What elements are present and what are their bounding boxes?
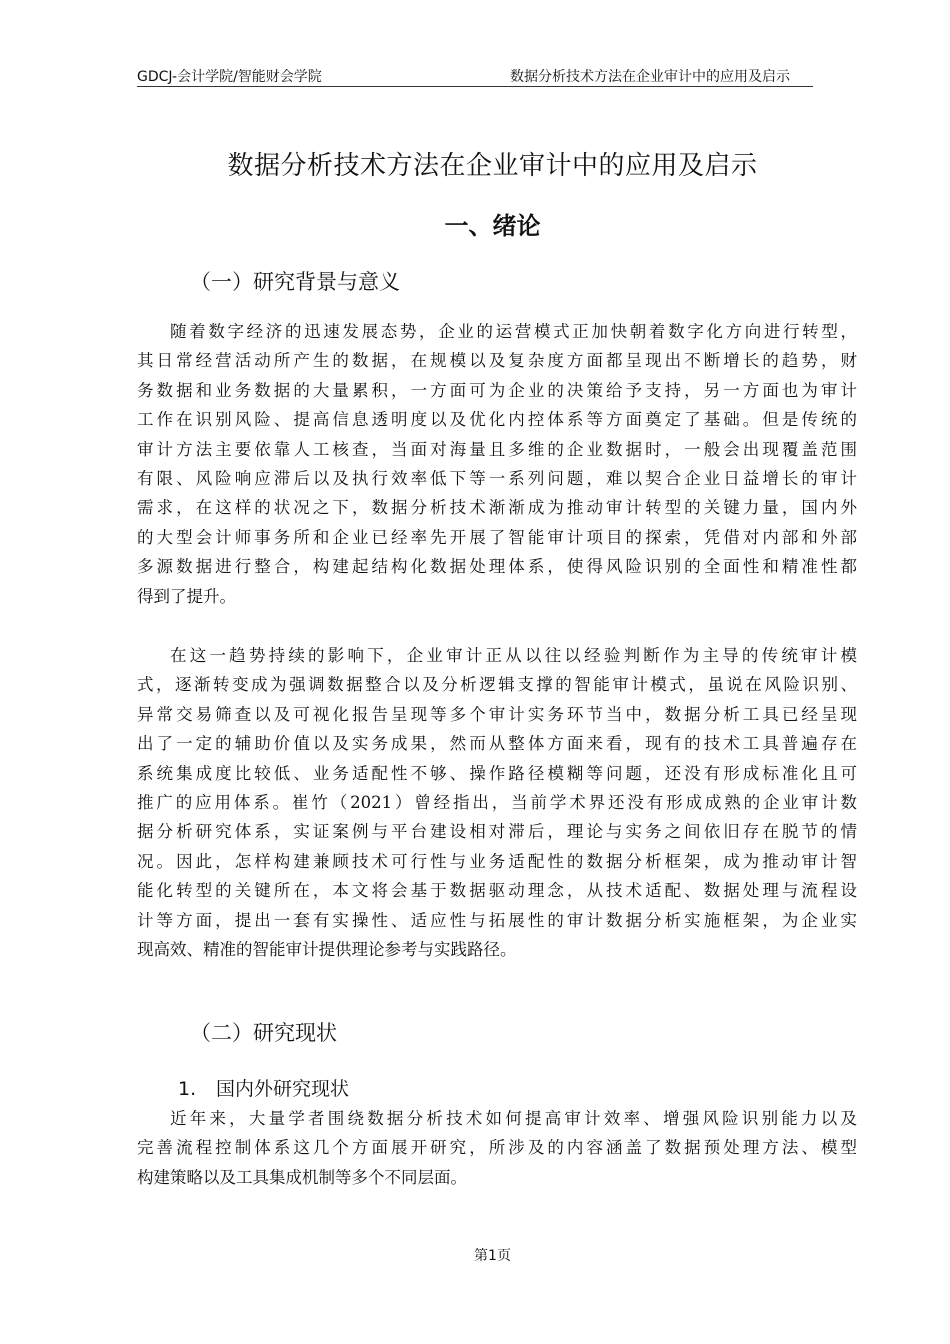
header-institution: GDCJ-会计学院/智能财会学院 bbox=[137, 69, 322, 85]
text-line: 近年来，大量学者围绕数据分析技术如何提高审计效率、增强风险识别能力以及 bbox=[170, 1109, 857, 1128]
text-line: 务数据和业务数据的大量累积，一方面可为企业的决策给予支持，另一方面也为审计 bbox=[137, 380, 857, 400]
text-line: 能化转型的关键所在，本文将会基于数据驱动理念，从技术适配、数据处理与流程设 bbox=[137, 881, 857, 901]
text-line: 需求，在这样的状况之下，数据分析技术渐渐成为推动审计转型的关键力量，国内外 bbox=[137, 498, 857, 518]
section-heading-introduction: 一、绪论 bbox=[444, 212, 541, 240]
header-doc-title: 数据分析技术方法在企业审计中的应用及启示 bbox=[510, 69, 790, 85]
paragraph-background-1 bbox=[137, 317, 857, 611]
page-number: 第1页 bbox=[474, 1248, 511, 1264]
text-line: 计等方面，提出一套有实操性、适应性与拓展性的审计数据分析实施框架，为企业实 bbox=[137, 910, 857, 930]
text-line: 多源数据进行整合，构建起结构化数据处理体系，使得风险识别的全面性和精准性都 bbox=[137, 557, 857, 577]
text-line: 工作在识别风险、提高信息透明度以及优化内控体系等方面奠定了基础。但是传统的 bbox=[137, 410, 857, 430]
subsection-heading-status: （二）研究现状 bbox=[190, 1021, 337, 1045]
subsubsection-heading bbox=[178, 1074, 349, 1101]
text-line: 有限、风险响应滞后以及执行效率低下等一系列问题，难以契合企业日益增长的审计 bbox=[137, 468, 857, 488]
text-line: 异常交易筛查以及可视化报告呈现等多个审计实务环节当中，数据分析工具已经呈现 bbox=[137, 704, 857, 724]
text-line: 完善流程控制体系这几个方面展开研究，所涉及的内容涵盖了数据预处理方法、模型 bbox=[137, 1138, 857, 1158]
document-title: 数据分析技术方法在企业审计中的应用及启示 bbox=[227, 151, 758, 181]
text-line: 随着数字经济的迅速发展态势，企业的运营模式正加快朝着数字化方向进行转型， bbox=[170, 322, 857, 341]
text-line: 系统集成度比较低、业务适配性不够、操作路径模糊等问题，还没有形成标准化且可 bbox=[137, 763, 857, 783]
text-line: 得到了提升。 bbox=[137, 586, 236, 606]
text-line: 其日常经营活动所产生的数据，在规模以及复杂度方面都呈现出不断增长的趋势，财 bbox=[137, 351, 857, 371]
heading-number: 1. bbox=[178, 1078, 197, 1100]
text-line: 出了一定的辅助价值以及实务成果，然而从整体方面来看，现有的技术工具普遍存在 bbox=[137, 734, 857, 754]
text-line: 推广的应用体系。崔竹（2021）曾经指出，当前学术界还没有形成成熟的企业审计数 bbox=[137, 792, 857, 812]
paragraph-status-1 bbox=[137, 1104, 857, 1192]
text-line: 审计方法主要依靠人工核查，当面对海量且多维的企业数据时，一般会出现覆盖范围 bbox=[137, 439, 857, 459]
page-header bbox=[137, 64, 813, 87]
text-line: 式，逐渐转变成为强调数据整合以及分析逻辑支撑的智能审计模式，虽说在风险识别、 bbox=[137, 675, 857, 695]
text-line: 况。因此，怎样构建兼顾技术可行性与业务适配性的数据分析框架，成为推动审计智 bbox=[137, 851, 857, 871]
text-line: 据分析研究体系，实证案例与平台建设相对滞后，理论与实务之间依旧存在脱节的情 bbox=[137, 822, 857, 842]
subsection-heading-background: （一）研究背景与意义 bbox=[190, 270, 400, 294]
heading-text: 国内外研究现状 bbox=[216, 1078, 350, 1100]
text-line: 现高效、精准的智能审计提供理论参考与实践路径。 bbox=[137, 939, 517, 959]
text-line: 的大型会计师事务所和企业已经率先开展了智能审计项目的探索，凭借对内部和外部 bbox=[137, 527, 857, 547]
paragraph-background-2 bbox=[137, 641, 857, 964]
text-line: 构建策略以及工具集成机制等多个不同层面。 bbox=[137, 1167, 467, 1187]
text-line: 在这一趋势持续的影响下，企业审计正从以往以经验判断作为主导的传统审计模 bbox=[170, 646, 857, 665]
